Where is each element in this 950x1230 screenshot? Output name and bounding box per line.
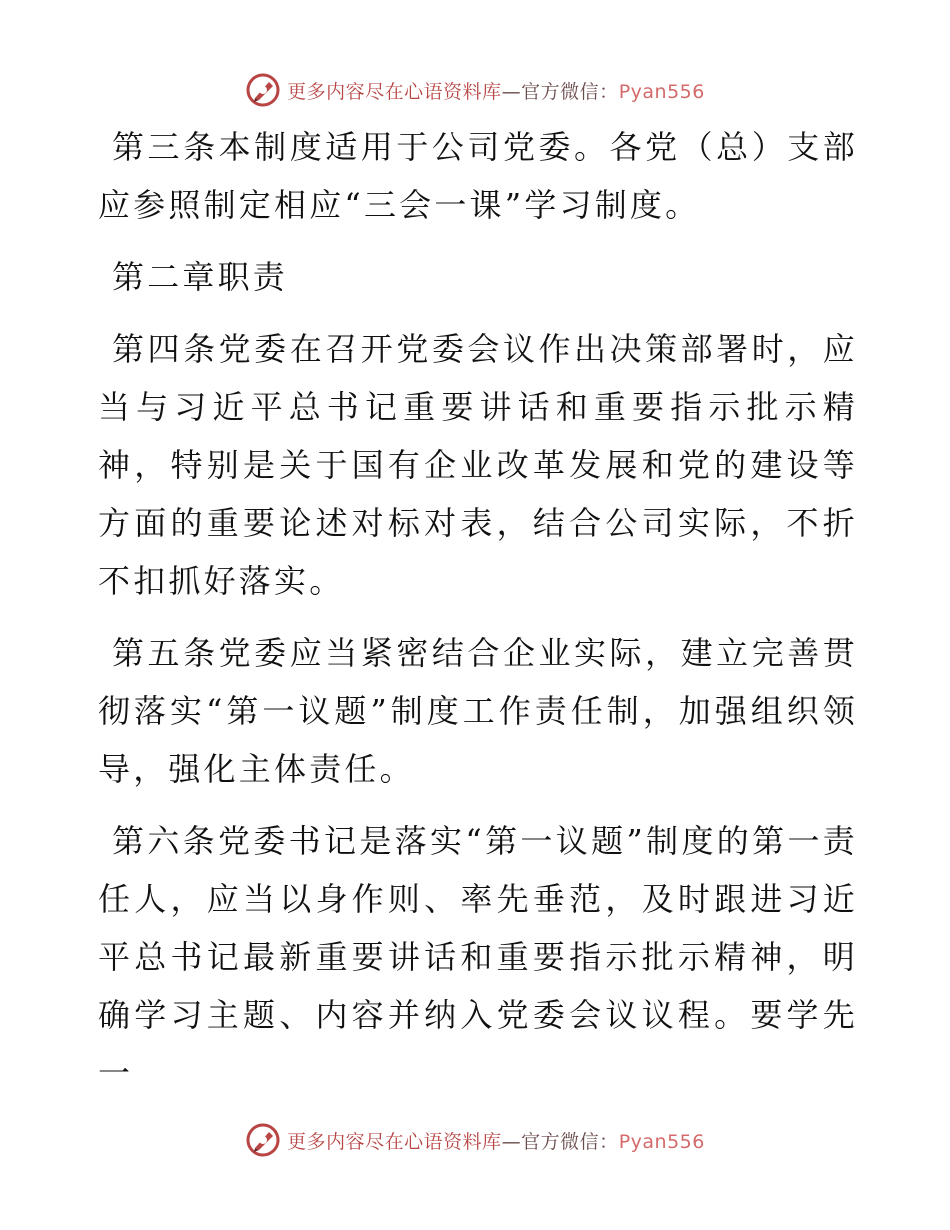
watermark-main: 更多内容尽在心语资料库: [287, 80, 502, 103]
watermark-text: [287, 77, 705, 104]
header-watermark: [0, 70, 950, 110]
paragraph-article-5: 第五条党委应当紧密结合企业实际，建立完善贯彻落实“第一议题”制度工作责任制，加强组织领导，强化主体责任。: [98, 634, 858, 788]
watermark-official: 官方微信：: [521, 80, 619, 103]
chapter-heading: 第二章职责: [112, 258, 289, 296]
pen-logo-icon: [245, 72, 281, 108]
footer-watermark: [0, 1120, 950, 1160]
watermark-text: [287, 1127, 705, 1154]
paragraph-article-4: 第四条党委在召开党委会议作出决策部署时，应当与习近平总书记重要讲话和重要指示批示精神，特别是关于国有企业改革发展和党的建设等方面的重要论述对标对表，结合公司实际，不折不扣抓好落实。: [98, 330, 858, 600]
paragraph-article-3: 第三条本制度适用于公司党委。各党（总）支部应参照制定相应“三会一课”学习制度。: [98, 128, 858, 224]
watermark-official: 官方微信：: [521, 1130, 619, 1153]
watermark-main: 更多内容尽在心语资料库: [287, 1130, 502, 1153]
watermark-id: Pyan556: [618, 80, 705, 103]
paragraph-article-6: 第六条党委书记是落实“第一议题”制度的第一责任人，应当以身作则、率先垂范，及时跟进习近平总书记最新重要讲话和重要指示批示精神，明确学习主题、内容并纳入党委会议议程。要学先一: [98, 822, 858, 1092]
document-body: [98, 118, 858, 1116]
watermark-id: Pyan556: [618, 1130, 705, 1153]
watermark-dash: —: [501, 1130, 522, 1153]
pen-logo-icon: [245, 1122, 281, 1158]
watermark-dash: —: [501, 80, 522, 103]
